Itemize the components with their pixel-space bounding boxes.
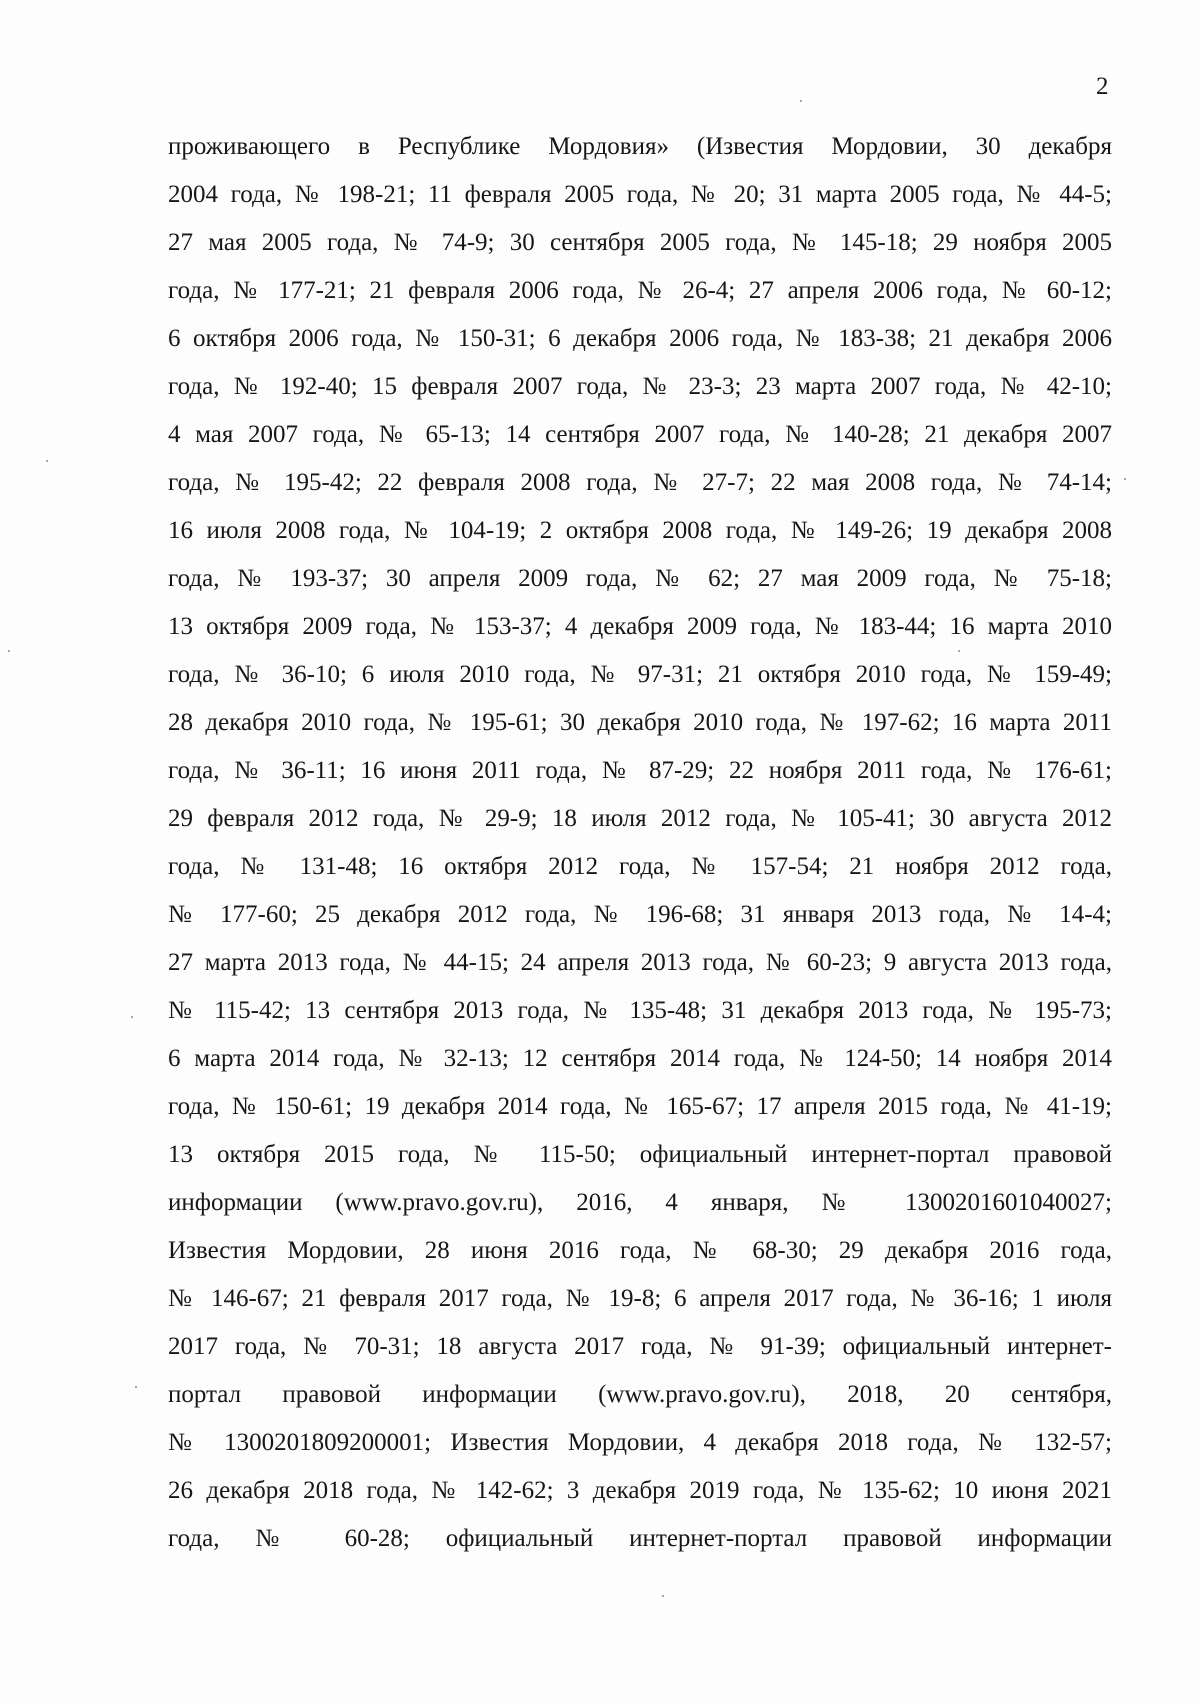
text-line: информации (www.pravo.gov.ru), 2016, 4 января, № 1300201601040027; [168, 1189, 1112, 1216]
scan-speck [8, 650, 10, 652]
text-line: года, № 60-28; официальный интернет-портал правовой информации [168, 1525, 1112, 1552]
page-number: 2 [1096, 73, 1109, 100]
text-line: 4 мая 2007 года, № 65-13; 14 сентября 2007 года, № 140-28; 21 декабря 2007 [168, 421, 1112, 448]
text-line: года, № 36-11; 16 июня 2011 года, № 87-29; 22 ноября 2011 года, № 176-61; [168, 757, 1112, 784]
text-line: № 177-60; 25 декабря 2012 года, № 196-68; 31 января 2013 года, № 14-4; [168, 901, 1112, 928]
text-line: года, № 192-40; 15 февраля 2007 года, № 23-3; 23 марта 2007 года, № 42-10; [168, 373, 1112, 400]
text-line: 13 октября 2009 года, № 153-37; 4 декабря 2009 года, № 183-44; 16 марта 2010 [168, 613, 1112, 640]
scan-speck [800, 100, 802, 102]
text-line: 27 мая 2005 года, № 74-9; 30 сентября 2005 года, № 145-18; 29 ноября 2005 [168, 229, 1112, 256]
scan-speck [46, 460, 48, 462]
text-line: 28 декабря 2010 года, № 195-61; 30 декабря 2010 года, № 197-62; 16 марта 2011 [168, 709, 1112, 736]
text-line: № 1300201809200001; Известия Мордовии, 4 декабря 2018 года, № 132-57; [168, 1429, 1112, 1456]
scan-speck [135, 1386, 137, 1388]
text-line: 27 марта 2013 года, № 44-15; 24 апреля 2013 года, № 60-23; 9 августа 2013 года, [168, 949, 1112, 976]
scan-speck [131, 1016, 133, 1018]
text-line: 2017 года, № 70-31; 18 августа 2017 года, № 91-39; официальный интернет- [168, 1333, 1112, 1360]
text-line: года, № 177-21; 21 февраля 2006 года, № 26-4; 27 апреля 2006 года, № 60-12; [168, 277, 1112, 304]
text-line: 26 декабря 2018 года, № 142-62; 3 декабря 2019 года, № 135-62; 10 июня 2021 [168, 1477, 1112, 1504]
text-line: года, № 193-37; 30 апреля 2009 года, № 62; 27 мая 2009 года, № 75-18; [168, 565, 1112, 592]
text-line: 6 марта 2014 года, № 32-13; 12 сентября 2014 года, № 124-50; 14 ноября 2014 [168, 1045, 1112, 1072]
text-line: проживающего в Республике Мордовия» (Известия Мордовии, 30 декабря [168, 133, 1112, 160]
scan-speck [662, 1595, 664, 1597]
text-line: года, № 150-61; 19 декабря 2014 года, № 165-67; 17 апреля 2015 года, № 41-19; [168, 1093, 1112, 1120]
text-line: 13 октября 2015 года, № 115-50; официальный интернет-портал правовой [168, 1141, 1112, 1168]
text-line: года, № 131-48; 16 октября 2012 года, № 157-54; 21 ноября 2012 года, [168, 853, 1112, 880]
body-text [168, 123, 1112, 1563]
text-line: 29 февраля 2012 года, № 29-9; 18 июля 2012 года, № 105-41; 30 августа 2012 [168, 805, 1112, 832]
text-line: 2004 года, № 198-21; 11 февраля 2005 года, № 20; 31 марта 2005 года, № 44-5; [168, 181, 1112, 208]
text-line: 6 октября 2006 года, № 150-31; 6 декабря 2006 года, № 183-38; 21 декабря 2006 [168, 325, 1112, 352]
text-line: 16 июля 2008 года, № 104-19; 2 октября 2008 года, № 149-26; 19 декабря 2008 [168, 517, 1112, 544]
scan-speck [958, 650, 960, 652]
text-line: № 115-42; 13 сентября 2013 года, № 135-48; 31 декабря 2013 года, № 195-73; [168, 997, 1112, 1024]
text-line: года, № 36-10; 6 июля 2010 года, № 97-31; 21 октября 2010 года, № 159-49; [168, 661, 1112, 688]
scan-speck [1124, 478, 1126, 480]
text-line: № 146-67; 21 февраля 2017 года, № 19-8; 6 апреля 2017 года, № 36-16; 1 июля [168, 1285, 1112, 1312]
text-line: Известия Мордовии, 28 июня 2016 года, № 68-30; 29 декабря 2016 года, [168, 1237, 1112, 1264]
text-line: портал правовой информации (www.pravo.gov.ru), 2018, 20 сентября, [168, 1381, 1112, 1408]
text-line: года, № 195-42; 22 февраля 2008 года, № 27-7; 22 мая 2008 года, № 74-14; [168, 469, 1112, 496]
